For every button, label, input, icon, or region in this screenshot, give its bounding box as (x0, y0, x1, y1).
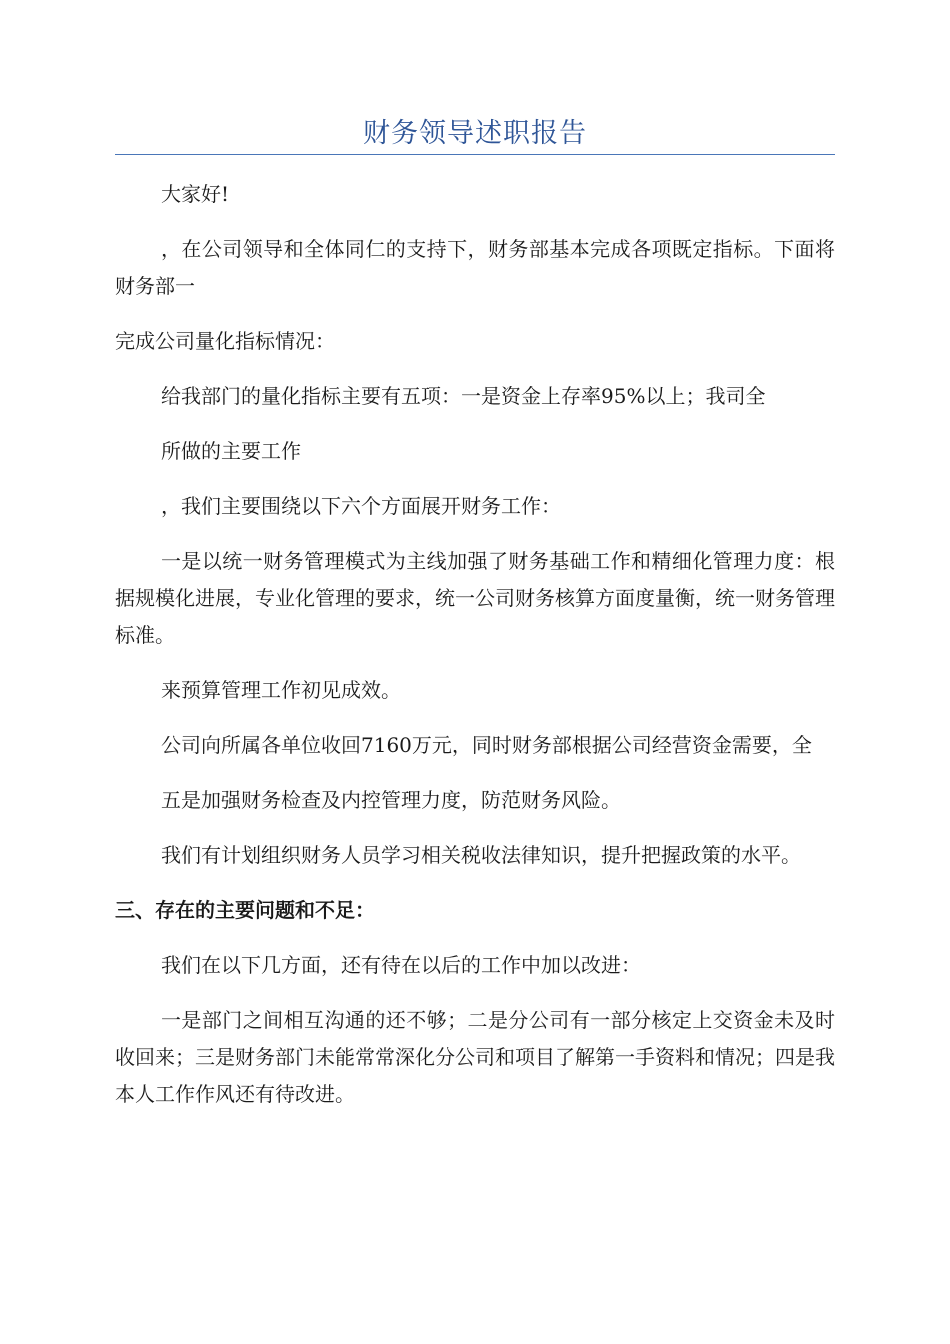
intro-paragraph: ，在公司领导和全体同仁的支持下，财务部基本完成各项既定指标。下面将财务部一 (115, 237, 835, 298)
document-body (115, 176, 835, 1131)
training-paragraph: 我们有计划组织财务人员学习相关税收法律知识，提升把握政策的水平。 (161, 843, 801, 867)
page-title: 财务领导述职报告 (363, 118, 587, 149)
six-aspects-paragraph: ，我们主要围绕以下六个方面展开财务工作： (161, 494, 561, 518)
quant-paragraph: 给我部门的量化指标主要有五项：一是资金上存率95%以上；我司全 (161, 384, 766, 408)
greeting-paragraph: 大家好! (161, 182, 230, 206)
funds-recovery-paragraph: 公司向所属各单位收回7160万元，同时财务部根据公司经营资金需要，全 (161, 733, 812, 757)
problems-list-paragraph: 一是部门之间相互沟通的还不够；二是分公司有一部分核定上交资金未及时收回来；三是财务部门未能常常深化分公司和项目了解第一手资料和情况；四是我本人工作作风还有待改进。 (115, 1008, 835, 1106)
internal-control-paragraph: 五是加强财务检查及内控管理力度，防范财务风险。 (161, 788, 621, 812)
section-label-quant: 完成公司量化指标情况： (115, 329, 335, 353)
budget-paragraph: 来预算管理工作初见成效。 (161, 678, 401, 702)
unified-management-paragraph: 一是以统一财务管理模式为主线加强了财务基础工作和精细化管理力度：根据规模化进展，专业化管理的要求，统一公司财务核算方面度量衡，统一财务管理标准。 (115, 549, 835, 647)
improvement-intro-paragraph: 我们在以下几方面，还有待在以后的工作中加以改进： (161, 953, 641, 977)
main-work-label: 所做的主要工作 (161, 439, 301, 463)
section-heading-problems: 三、存在的主要问题和不足： (115, 898, 375, 922)
title-underline (115, 154, 835, 155)
